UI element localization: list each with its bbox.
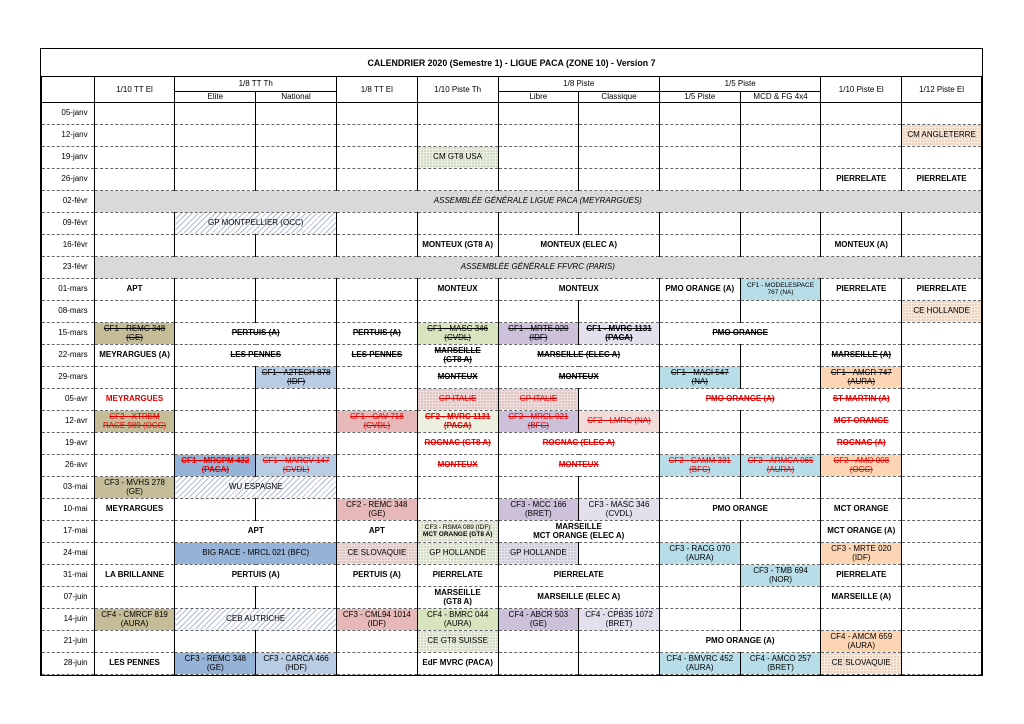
header-mcd-fg: MCD & FG 4x4: [740, 91, 821, 102]
event-cell: CE SLOVAQUIE: [336, 542, 417, 564]
header-piste-8: 1/8 Piste: [498, 77, 659, 91]
header-tt-el-10: 1/10 TT El: [94, 77, 175, 102]
date-cell: 23-févr: [42, 256, 95, 278]
event-cell: EdF MVRC (PACA): [417, 652, 498, 674]
event-cell: CF1 - A2TECH 878 (IDF): [256, 366, 337, 388]
event-cell: CF2 - MRCL 021 (BFC): [498, 410, 579, 432]
event-cell: CF4 - AMCO 257 (BRET): [740, 652, 821, 674]
event-cell: PERTUIS (A): [336, 564, 417, 586]
date-cell: 12-janv: [42, 124, 95, 146]
event-cell: MCT ORANGE (A): [821, 520, 902, 542]
event-cell: GP MONTPELLIER (OCC): [175, 212, 337, 234]
event-cell: MONTEUX: [417, 366, 498, 388]
header-piste-th-10: 1/10 Piste Th: [417, 77, 498, 102]
event-cell: PMO ORANGE (A): [659, 278, 740, 300]
event-cell: WU ESPAGNE: [175, 476, 337, 498]
event-cell: CF2 - AMO 008 (OCC): [821, 454, 902, 476]
header-piste-el-12: 1/12 Piste El: [902, 77, 982, 102]
date-cell: 05-avr: [42, 388, 95, 410]
header-piste-5: 1/5 Piste: [659, 77, 821, 91]
date-cell: 22-mars: [42, 344, 95, 366]
date-cell: 19-avr: [42, 432, 95, 454]
event-cell: MEYRARGUES: [94, 388, 175, 410]
event-cell: MONTEUX: [498, 366, 659, 388]
header-piste-el-10: 1/10 Piste El: [821, 77, 902, 102]
event-cell: MONTEUX: [417, 454, 498, 476]
event-cell: GP HOLLANDE: [498, 542, 579, 564]
event-cell: CF4 - AMCM 659 (AURA): [821, 630, 902, 652]
event-cell: CF3 - CARCA 466 (HDF): [256, 652, 337, 674]
date-cell: 31-mai: [42, 564, 95, 586]
event-cell: CF2 - REMC 348 (GE): [336, 498, 417, 520]
event-cell: ROGNAC (GT8 A): [417, 432, 498, 454]
date-cell: 28-juin: [42, 652, 95, 674]
event-cell: LES PENNES: [175, 344, 337, 366]
date-cell: 02-févr: [42, 190, 95, 212]
event-cell: CEB AUTRICHE: [175, 608, 337, 630]
event-cell: CF3 - RSMA 089 (IDF) MCT ORANGE (GT8 A): [417, 520, 498, 542]
event-cell: PERTUIS (A): [175, 322, 337, 344]
event-cell: CF1 - AMCR 747 (AURA): [821, 366, 902, 388]
date-cell: 29-mars: [42, 366, 95, 388]
event-cell: MCT ORANGE: [821, 410, 902, 432]
event-cell: CF2 - CAMM 331 (BFC): [659, 454, 740, 476]
date-cell: 08-mars: [42, 300, 95, 322]
header-tt-el-8: 1/8 TT El: [336, 77, 417, 102]
event-cell: PMO ORANGE (A): [659, 388, 821, 410]
event-cell: CF3 - CML94 1014 (IDF): [336, 608, 417, 630]
event-cell: PERTUIS (A): [336, 322, 417, 344]
event-cell: CF1 - CAV 718 (CVDL): [336, 410, 417, 432]
event-cell: MARSEILLE (GT8 A): [417, 344, 498, 366]
event-cell: MONTEUX (ELEC A): [498, 234, 659, 256]
event-cell: CF1 - MRTE 020 (IDF): [498, 322, 579, 344]
event-cell: CF4 - CMRCF 819 (AURA): [94, 608, 175, 630]
header-elite: Elite: [175, 91, 256, 102]
event-cell: CF2 - ARMCA 065 (AURA): [740, 454, 821, 476]
event-cell: CF3 - TMB 694 (NOR): [740, 564, 821, 586]
date-cell: 09-févr: [42, 212, 95, 234]
event-cell: GP ITALIE: [498, 388, 579, 410]
header-libre: Libre: [498, 91, 579, 102]
header-tt-th-8: 1/8 TT Th: [175, 77, 337, 91]
calendar-frame: [40, 48, 983, 676]
page-title: CALENDRIER 2020 (Semestre 1) - LIGUE PACA (ZONE 10) - Version 7: [41, 49, 982, 77]
event-cell: CF1 - MVRC 1131 (PACA): [579, 322, 660, 344]
event-cell: MARSEILLE (A): [821, 344, 902, 366]
date-cell: 19-janv: [42, 146, 95, 168]
header-blank: [42, 77, 95, 102]
date-cell: 26-janv: [42, 168, 95, 190]
event-cell: CF3 - RACG 070 (AURA): [659, 542, 740, 564]
event-cell: APT: [94, 278, 175, 300]
event-cell: MARSEILLE (GT8 A): [417, 586, 498, 608]
event-cell: CF4 - CPB35 1072 (BRET): [579, 608, 660, 630]
event-cell: CF3 - MCC 166 (BRET): [498, 498, 579, 520]
assembly-banner: ASSEMBLÉE GÉNÉRALE LIGUE PACA (MEYRARGUES): [94, 190, 981, 212]
event-cell: CF3 - MRTE 020 (IDF): [821, 542, 902, 564]
event-cell: MARSEILLE (ELEC A): [498, 586, 659, 608]
event-cell: MEYRARGUES: [94, 498, 175, 520]
calendar-table: [41, 77, 982, 675]
date-cell: 03-mai: [42, 476, 95, 498]
event-cell: MCT ORANGE: [821, 498, 902, 520]
event-cell: CF1 - MASC 346 (CVDL): [417, 322, 498, 344]
date-cell: 16-févr: [42, 234, 95, 256]
event-cell: PIERRELATE: [821, 168, 902, 190]
event-cell: PMO ORANGE (A): [659, 630, 821, 652]
event-cell: CF4 - BMRC 044 (AURA): [417, 608, 498, 630]
date-cell: 15-mars: [42, 322, 95, 344]
date-cell: 21-juin: [42, 630, 95, 652]
event-cell: MONTEUX: [498, 278, 659, 300]
event-cell: PIERRELATE: [821, 564, 902, 586]
date-cell: 07-juin: [42, 586, 95, 608]
event-cell: MEYRARGUES (A): [94, 344, 175, 366]
date-cell: 12-avr: [42, 410, 95, 432]
header-national: National: [256, 91, 337, 102]
date-cell: 17-mai: [42, 520, 95, 542]
event-cell: CE SLOVAQUIE: [821, 652, 902, 674]
event-cell: MARSEILLE (ELEC A): [498, 344, 659, 366]
event-cell: ROGNAC (A): [821, 432, 902, 454]
event-cell: CF1 - MODELESPACE 767 (NA): [740, 278, 821, 300]
date-cell: 24-mai: [42, 542, 95, 564]
event-cell: APT: [175, 520, 337, 542]
date-cell: 01-mars: [42, 278, 95, 300]
event-cell: CF2 - LMRC (NA): [579, 410, 660, 432]
event-cell: LES PENNES: [94, 652, 175, 674]
event-cell: MARSEILLE (A): [821, 586, 902, 608]
event-cell: MARSEILLE MCT ORANGE (ELEC A): [498, 520, 659, 542]
event-cell: CF1 - MACI 547 (NA): [659, 366, 740, 388]
event-cell: PIERRELATE: [902, 168, 982, 190]
event-cell: CF1 - REMC 348 (GE): [94, 322, 175, 344]
event-cell: PMO ORANGE: [659, 322, 821, 344]
event-cell: CF2 - MVRC 1131 (PACA): [417, 410, 498, 432]
event-cell: CF3 - MVHS 278 (GE): [94, 476, 175, 498]
event-cell: GP ITALIE: [417, 388, 498, 410]
event-cell: GP HOLLANDE: [417, 542, 498, 564]
event-cell: CE GT8 SUISSE: [417, 630, 498, 652]
date-cell: 14-juin: [42, 608, 95, 630]
event-cell: LES PENNES: [336, 344, 417, 366]
event-cell: MONTEUX (GT8 A): [417, 234, 498, 256]
header-piste-5-sub: 1/5 Piste: [659, 91, 740, 102]
event-cell: APT: [336, 520, 417, 542]
event-cell: PIERRELATE: [498, 564, 659, 586]
event-cell: PIERRELATE: [821, 278, 902, 300]
header-classique: Classique: [579, 91, 660, 102]
event-cell: CF2 - XTREM RACE 989 (OCC): [94, 410, 175, 432]
event-cell: CF3 - REMC 348 (GE): [175, 652, 256, 674]
event-cell: CF4 - ABCR 503 (GE): [498, 608, 579, 630]
date-cell: 05-janv: [42, 102, 95, 124]
assembly-banner: ASSEMBLÉE GÉNÉRALE FFVRC (PARIS): [94, 256, 981, 278]
event-cell: MONTEUX (A): [821, 234, 902, 256]
event-cell: CE HOLLANDE: [902, 300, 982, 322]
date-cell: 26-avr: [42, 454, 95, 476]
event-cell: CM GT8 USA: [417, 146, 498, 168]
event-cell: PIERRELATE: [417, 564, 498, 586]
event-cell: LA BRILLANNE: [94, 564, 175, 586]
event-cell: PMO ORANGE: [659, 498, 821, 520]
date-cell: 10-mai: [42, 498, 95, 520]
event-cell: MONTEUX: [498, 454, 659, 476]
event-cell: CF3 - MASC 346 (CVDL): [579, 498, 660, 520]
event-cell: MONTEUX: [417, 278, 498, 300]
event-cell: CF1 - MRCPM 432 (PACA): [175, 454, 256, 476]
event-cell: ROGNAC (ELEC A): [498, 432, 659, 454]
event-cell: ST MARTIN (A): [821, 388, 902, 410]
event-cell: PERTUIS (A): [175, 564, 337, 586]
event-cell: CM ANGLETERRE: [902, 124, 982, 146]
event-cell: CF1 - MARCV 147 (CVDL): [256, 454, 337, 476]
event-cell: PIERRELATE: [902, 278, 982, 300]
event-cell: CF4 - BMVRC 452 (AURA): [659, 652, 740, 674]
event-cell: BIG RACE - MRCL 021 (BFC): [175, 542, 337, 564]
